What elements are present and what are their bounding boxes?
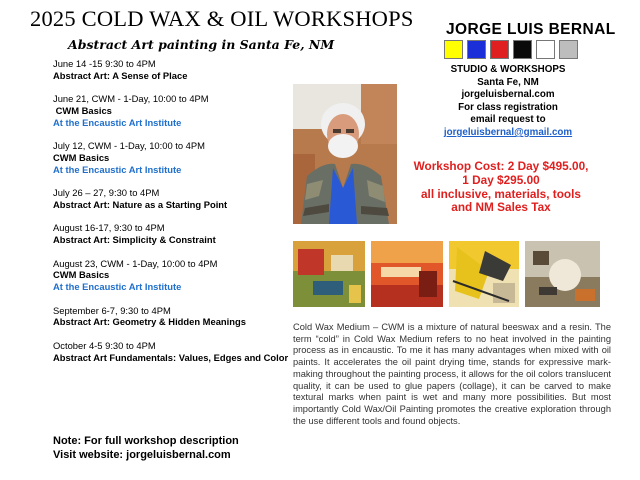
registration-line: For class registration [458, 101, 558, 113]
workshop-date: August 16-17, 9:30 to 4PM [53, 222, 165, 234]
workshop-item [53, 305, 293, 329]
workshop-date: October 4-5 9:30 to 4PM [53, 339, 156, 351]
color-swatches [444, 40, 578, 59]
note-website-line[interactable]: Visit website: jorgeluisbernal.com [53, 449, 231, 461]
website-note [53, 434, 239, 462]
workshop-date: July 12, CWM - 1-Day, 10:00 to 4PM [53, 140, 205, 152]
email-link[interactable]: jorgeluisbernal@gmail.com [443, 126, 573, 138]
swatch-gray [559, 40, 578, 59]
artist-name: JORGE LUIS BERNAL [446, 21, 616, 38]
workshop-title: Abstract Art: A Sense of Place [53, 69, 188, 81]
artwork-thumbnail-2 [371, 241, 443, 307]
workshop-title: Abstract Art: Nature as a Starting Point [53, 198, 228, 210]
note-line: Note: For full workshop description [53, 435, 239, 447]
workshop-title: CWM Basics [53, 269, 110, 281]
swatch-black [513, 40, 532, 59]
workshop-item [53, 258, 293, 293]
page-subtitle: Abstract Art painting in Santa Fe, NM [68, 37, 335, 52]
workshop-venue: At the Encaustic Art Institute [53, 281, 182, 293]
studio-website[interactable]: jorgeluisbernal.com [461, 89, 555, 101]
swatch-red [490, 40, 509, 59]
workshop-venue: At the Encaustic Art Institute [53, 116, 182, 128]
artist-portrait [293, 84, 397, 224]
artwork-thumbnail-3 [449, 241, 519, 307]
swatch-blue [467, 40, 486, 59]
workshop-date: June 21, CWM - 1-Day, 10:00 to 4PM [53, 93, 209, 105]
workshop-item [53, 187, 293, 211]
workshop-date: September 6-7, 9:30 to 4PM [53, 304, 171, 316]
workshop-date: July 26 – 27, 9:30 to 4PM [53, 187, 160, 199]
workshop-title: CWM Basics [53, 104, 112, 116]
workshop-venue: At the Encaustic Art Institute [53, 163, 182, 175]
swatch-yellow [444, 40, 463, 59]
workshop-item [53, 93, 293, 128]
workshop-item [53, 140, 293, 175]
studio-info [420, 64, 596, 140]
workshop-title: CWM Basics [53, 151, 110, 163]
registration-line: email request to [470, 114, 546, 126]
workshop-item [53, 340, 293, 364]
workshop-date: August 23, CWM - 1-Day, 10:00 to 4PM [53, 257, 218, 269]
cost-line: Workshop Cost: 2 Day $495.00, [413, 159, 589, 173]
workshop-title: Abstract Art: Geometry & Hidden Meanings [53, 316, 246, 328]
workshop-title: Abstract Art: Simplicity & Constraint [53, 234, 216, 246]
workshop-item [53, 222, 293, 246]
cost-line: all inclusive, materials, tools [421, 186, 581, 201]
studio-location: Santa Fe, NM [477, 76, 539, 88]
cwm-description: Cold Wax Medium – CWM is a mixture of natural beeswax and a resin. The term “cold” in Cold Wax Medium refers to no heat involved in the painting process as in encaustic. To me it has many advantages when mixed with oil paints. It accelerates the oil paint drying time, stands for expressive mark-making throughout the painting process, it allows for the oil colors translucent quality, it can be used to glue papers (collage), it can be carved to make textural marks when paint is wet and many more possibilities. But most importantly Cold Wax/Oil Painting promotes the creative exploration through the use different tools and found objects. [293, 322, 611, 426]
cost-line: 1 Day $295.00 [462, 172, 540, 187]
artwork-thumbnail-4 [525, 241, 600, 307]
workshop-cost [392, 160, 610, 215]
studio-label: STUDIO & WORKSHOPS [450, 64, 566, 75]
workshop-item [53, 58, 293, 82]
workshop-schedule [53, 58, 293, 375]
artwork-thumbnail-1 [293, 241, 365, 307]
page-title: 2025 COLD WAX & OIL WORKSHOPS [30, 6, 414, 31]
workshop-title: Abstract Art Fundamentals: Values, Edges and Color [53, 351, 289, 363]
cost-line: and NM Sales Tax [451, 200, 551, 215]
swatch-white [536, 40, 555, 59]
workshop-date: June 14 -15 9:30 to 4PM [53, 58, 156, 69]
